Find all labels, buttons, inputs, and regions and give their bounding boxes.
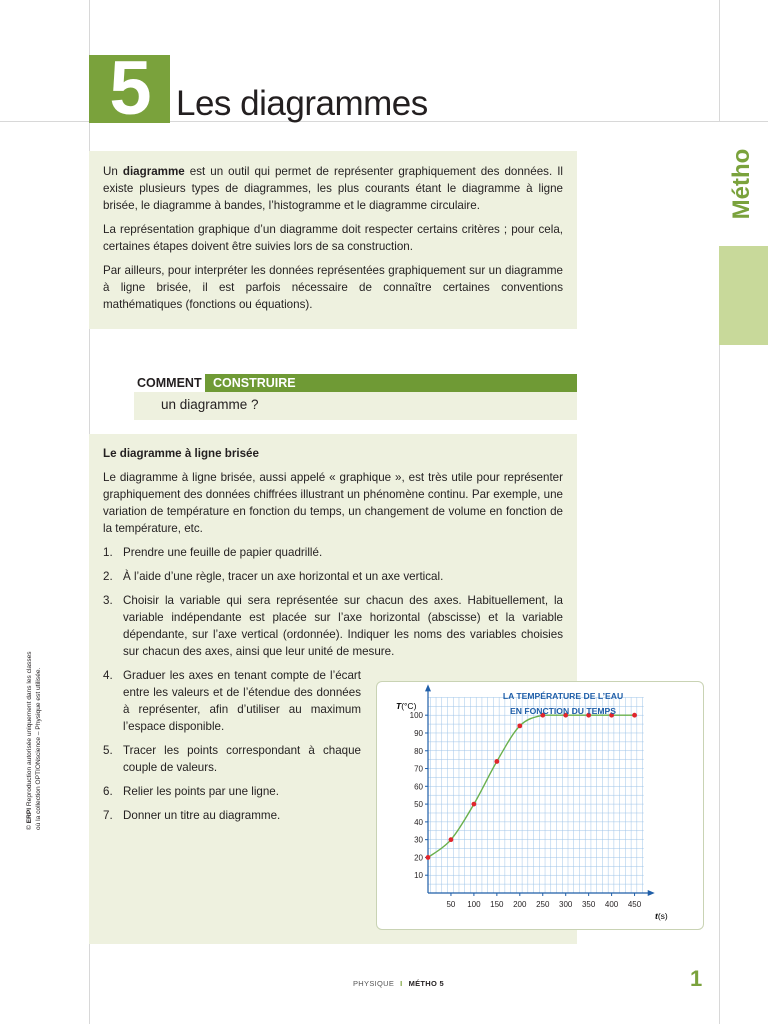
y-axis-label [396, 701, 417, 711]
y-axis-unit: (°C) [401, 701, 417, 711]
y-tick-label: 70 [414, 764, 423, 774]
step-item: 7. Donner un titre au diagramme. [103, 809, 281, 822]
publisher-name: ERPI [26, 807, 33, 824]
y-tick-label: 60 [414, 782, 423, 792]
chapter-number: 5 [89, 55, 170, 123]
copyright-notice: © ERPI Reproduction autorisée uniquement dans les classes où la collection OPTIONscience – Physique est utilisée. [26, 651, 42, 830]
x-axis-unit: (s) [657, 911, 668, 921]
y-tick-label: 10 [414, 871, 423, 881]
x-tick-label: 300 [559, 900, 573, 909]
y-axis-var: T [396, 701, 402, 711]
chart-title-line-1: LA TEMPÉRATURE DE L’EAU [502, 691, 624, 701]
intro-box [89, 151, 577, 329]
chart-grid [428, 697, 644, 893]
data-point [494, 759, 499, 764]
chart-title-line-2: EN FONCTION DU TEMPS [510, 706, 616, 716]
y-tick-label: 100 [409, 711, 423, 721]
chart-ticks [410, 711, 642, 909]
y-tick-label: 30 [414, 835, 423, 845]
footer [353, 979, 444, 988]
data-point [472, 802, 477, 807]
step-item: 4. Graduer les axes en tenant compte de l’écart entre les valeurs et de l’étendue des données à représenter, afin d’utiliser au maximum l’espace disponible. [103, 669, 361, 733]
data-point [449, 837, 454, 842]
x-tick-label: 200 [513, 900, 527, 909]
x-tick-label: 450 [627, 900, 642, 909]
x-tick-label: 250 [536, 900, 550, 909]
y-tick-label: 20 [414, 853, 423, 863]
y-axis-arrow [425, 684, 431, 691]
x-tick-label: 400 [604, 900, 619, 909]
x-axis-var: t [655, 911, 658, 921]
footer-separator: I [400, 979, 403, 988]
footer-subject: PHYSIQUE [353, 979, 395, 988]
how-to-subtitle: un diagramme ? [161, 397, 259, 412]
data-point [517, 723, 522, 728]
step-item: 6. Relier les points par une ligne. [103, 785, 279, 798]
how-to-comment: COMMENT [134, 374, 205, 392]
temperature-line-chart [376, 681, 704, 930]
step-item: 3. Choisir la variable qui sera représentée sur chacun des axes. Habituellement, la variable indépendante est placée sur l’axe horizontal (abscisse) et la variable dépendante, sur l’axe vertical (ordonnée). Indiquer les noms des variables choisies sur chacun des axes, ainsi que leur unité de mesure. [103, 594, 563, 658]
x-tick-label: 50 [446, 900, 456, 909]
intro-paragraph-3: Par ailleurs, pour interpréter les données représentées graphiquement sur un diagramme à ligne brisée, il est parfois nécessaire de connaître certaines conventions mathématiques (fonctions ou équations). [103, 264, 563, 311]
section-intro: Le diagramme à ligne brisée, aussi appelé « graphique », est très utile pour représenter graphiquement des données chiffrées illustrant un phénomène continu. Par exemple, une variation de température en fonction du temps, un changement de volume en fonction de la température, etc. [103, 471, 563, 535]
side-tab-label: Métho [728, 148, 755, 220]
x-tick-label: 100 [467, 900, 481, 909]
x-axis-arrow [648, 890, 655, 896]
footer-section: MÉTHO 5 [408, 979, 444, 988]
y-tick-label: 40 [414, 817, 423, 827]
intro-paragraph-2: La représentation graphique d’un diagramme doit respecter certains critères ; pour cela, certaines étapes doivent être suivies lors de sa construction. [103, 223, 563, 253]
page-number: 1 [690, 966, 703, 991]
x-tick-label: 150 [490, 900, 504, 909]
x-tick-label: 350 [581, 900, 596, 909]
data-point [426, 855, 431, 860]
data-point [632, 713, 637, 718]
intro-paragraph-1: Un diagramme est un outil qui permet de représenter graphiquement des données. Il existe plusieurs types de diagrammes, les plus courants étant le diagramme à ligne brisée, le diagramme à bandes, l’histogramme et le diagramme circulaire. [103, 165, 563, 212]
y-tick-label: 80 [414, 746, 423, 756]
intro-keyword: diagramme [122, 165, 185, 178]
y-tick-label: 50 [414, 800, 423, 810]
step-item: 2. À l’aide d’une règle, tracer un axe horizontal et un axe vertical. [103, 570, 444, 583]
x-axis-label [655, 911, 668, 921]
how-to-subtitle-box [134, 392, 577, 420]
section-title: Le diagramme à ligne brisée [103, 447, 259, 460]
y-tick-label: 90 [414, 728, 423, 738]
step-item: 1. Prendre une feuille de papier quadrillé. [103, 546, 323, 559]
page-title: Les diagrammes [176, 84, 428, 123]
how-to-construire: CONSTRUIRE [213, 376, 296, 390]
step-item: 5. Tracer les points correspondant à chaque couple de valeurs. [103, 744, 361, 774]
